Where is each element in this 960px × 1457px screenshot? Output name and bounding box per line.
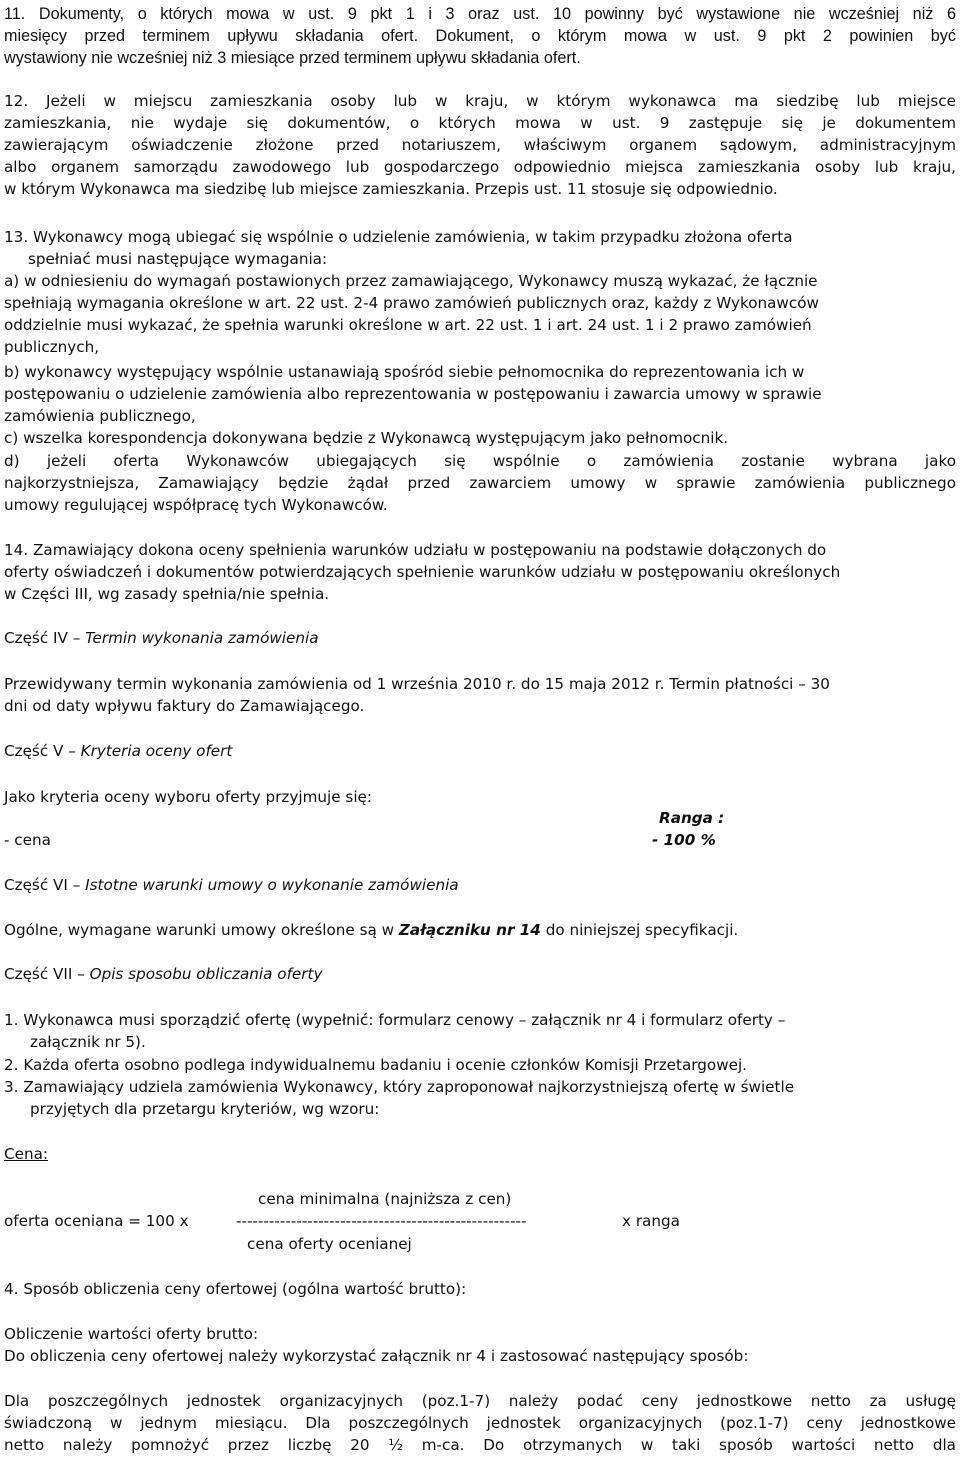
formula-rhs: x ranga xyxy=(622,1212,680,1230)
part4-title: Termin wykonania zamówienia xyxy=(85,629,319,647)
p14-line-3: w Części III, wg zasady spełnia/nie spełnia. xyxy=(4,585,330,603)
p13-line-8: postępowaniu o udzielenie zamówienia albo reprezentowania w postępowaniu i zawarcia umowy w sprawie xyxy=(4,385,822,403)
p12-line-3: zawierającym oświadczenie złożone przed notariuszem, właściwym organem sądowym, administracyjnym xyxy=(4,136,956,154)
p11-line-3: wystawiony nie wcześniej niż 3 miesiące przed terminem upływu składania ofert. xyxy=(4,49,581,67)
p13-line-4: spełniają wymagania określone w art. 22 ust. 2-4 prawo zamówień publicznych oraz, każdy z Wykonawców xyxy=(4,294,819,312)
part4-line-1: Przewidywany termin wykonania zamówienia od 1 września 2010 r. do 15 maja 2012 r. Termin płatności – 30 xyxy=(4,675,830,693)
p12-line-2: zamieszkania, nie wydaje się dokumentów, o których mowa w ust. 9 zastępuje się je dokumentem xyxy=(4,114,956,132)
part5-ranga-label: Ranga : xyxy=(659,809,725,827)
part7-item-3-line-1: 3. Zamawiający udziela zamówienia Wykonawcy, który zaproponował najkorzystniejszą ofertę w świetle xyxy=(4,1078,795,1096)
p13-line-6: publicznych, xyxy=(4,338,100,356)
part5-criterion-weight: - 100 % xyxy=(652,831,716,849)
p14-line-1: 14. Zamawiający dokona oceny spełnienia warunków udziału w postępowaniu na podstawie dołączonych do xyxy=(4,541,827,559)
p4-title: 4. Sposób obliczenia ceny ofertowej (ogólna wartość brutto): xyxy=(4,1280,467,1298)
p14-line-2: oferty oświadczeń i dokumentów potwierdzających spełnienie warunków udziału w postępowaniu określonych xyxy=(4,563,841,581)
p4-line-1: Obliczenie wartości oferty brutto: xyxy=(4,1325,259,1343)
p12-line-1: 12. Jeżeli w miejscu zamieszkania osoby lub w kraju, w którym wykonawca ma siedzibę lub miejsce xyxy=(4,92,956,110)
p12-line-4: albo organem samorządu zawodowego lub gospodarczego odpowiednio miejsca zamieszkania osoby lub kraju, xyxy=(4,158,956,176)
last-line-2: świadczoną w jednym miesiącu. Dla poszczególnych jednostek organizacyjnych (poz.1-7) ceny jednostkowe xyxy=(4,1414,956,1432)
part5-prefix: Część V – xyxy=(4,742,81,760)
part5-title: Kryteria oceny ofert xyxy=(80,742,233,760)
part6-text: Ogólne, wymagane warunki umowy określone są w Załączniku nr 14 do niniejszej specyfikacji. xyxy=(4,921,739,939)
formula-fraction-bar: ----------------------------------------------------- xyxy=(236,1212,527,1230)
part4-prefix: Część IV – xyxy=(4,629,86,647)
last-line-3: netto należy pomnożyć przez liczbę 20 ½ m-ca. Do otrzymanych w taki sposób wartości netto dla xyxy=(4,1436,956,1454)
last-line-1: Dla poszczególnych jednostek organizacyjnych (poz.1-7) należy podać ceny jednostkowe netto za usługę xyxy=(4,1392,956,1410)
part7-item-3-line-2: przyjętych dla przetargu kryteriów, wg wzoru: xyxy=(30,1100,380,1118)
part7-item-2: 2. Każda oferta osobno podlega indywidualnemu badaniu i ocenie członków Komisji Przetargowej. xyxy=(4,1056,748,1074)
part7-item-1-line-1: 1. Wykonawca musi sporządzić ofertę (wypełnić: formularz cenowy – załącznik nr 4 i formularz oferty – xyxy=(4,1011,786,1029)
p13-line-2: spełniać musi następujące wymagania: xyxy=(28,250,328,268)
part7-heading xyxy=(4,963,322,985)
part6-heading xyxy=(4,874,459,896)
p13-line-10: c) wszelka korespondencja dokonywana będzie z Wykonawcą występującym jako pełnomocnik. xyxy=(4,429,729,447)
formula-lhs: oferta oceniana = 100 x xyxy=(4,1212,189,1230)
p13-line-3: a) w odniesieniu do wymagań postawionych przez zamawiającego, Wykonawcy muszą wykazać, że łącznie xyxy=(4,272,818,290)
attachment-14-ref: Załączniku nr 14 xyxy=(398,921,541,939)
part6-prefix: Część VI – xyxy=(4,876,86,894)
p13-line-9: zamówienia publicznego, xyxy=(4,407,196,425)
formula-heading: Cena: xyxy=(4,1145,48,1163)
p13-line-7: b) wykonawcy występujący wspólnie ustanawiają spośród siebie pełnomocnika do reprezentowania ich w xyxy=(4,363,805,381)
p13-line-1: 13. Wykonawcy mogą ubiegać się wspólnie o udzielenie zamówienia, w takim przypadku złożona oferta xyxy=(4,228,793,246)
p11-line-1: 11. Dokumenty, o których mowa w ust. 9 pkt 1 i 3 oraz ust. 10 powinny być wystawione nie wcześniej niż 6 xyxy=(4,5,956,23)
part5-criterion-price: - cena xyxy=(4,831,51,849)
formula-denominator: cena oferty ocenianej xyxy=(247,1235,412,1253)
p4-line-2: Do obliczenia ceny ofertowej należy wykorzystać załącznik nr 4 i zastosować następujący sposób: xyxy=(4,1347,749,1365)
p13-line-11: d) jeżeli oferta Wykonawców ubiegających się wspólnie o zamówienia zostanie wybrana jako xyxy=(4,452,956,470)
part7-title: Opis sposobu obliczania oferty xyxy=(89,965,323,983)
part7-prefix: Część VII – xyxy=(4,965,90,983)
part5-heading xyxy=(4,740,232,762)
part6-title: Istotne warunki umowy o wykonanie zamówienia xyxy=(85,876,459,894)
part7-item-1-line-2: załącznik nr 5). xyxy=(30,1033,146,1051)
p12-line-5: w którym Wykonawca ma siedzibę lub miejsce zamieszkania. Przepis ust. 11 stosuje się odpowiednio. xyxy=(4,180,778,198)
p13-line-12: najkorzystniejsza, Zamawiający będzie żądał przed zawarciem umowy w sprawie zamówienia publicznego xyxy=(4,474,956,492)
part4-heading xyxy=(4,627,319,649)
formula-numerator: cena minimalna (najniższa z cen) xyxy=(258,1190,512,1208)
p13-line-5: oddzielnie musi wykazać, że spełnia warunki określone w art. 22 ust. 1 i art. 24 ust. 1 i 2 prawo zamówień xyxy=(4,316,812,334)
p13-line-13: umowy regulującej współpracę tych Wykonawców. xyxy=(4,496,388,514)
part5-intro: Jako kryteria oceny wyboru oferty przyjmuje się: xyxy=(4,788,373,806)
part4-line-2: dni od daty wpływu faktury do Zamawiającego. xyxy=(4,697,365,715)
p11-line-2: miesięcy przed terminem upływu składania ofert. Dokument, o którym mowa w ust. 9 pkt 2 powinien być xyxy=(4,27,956,45)
